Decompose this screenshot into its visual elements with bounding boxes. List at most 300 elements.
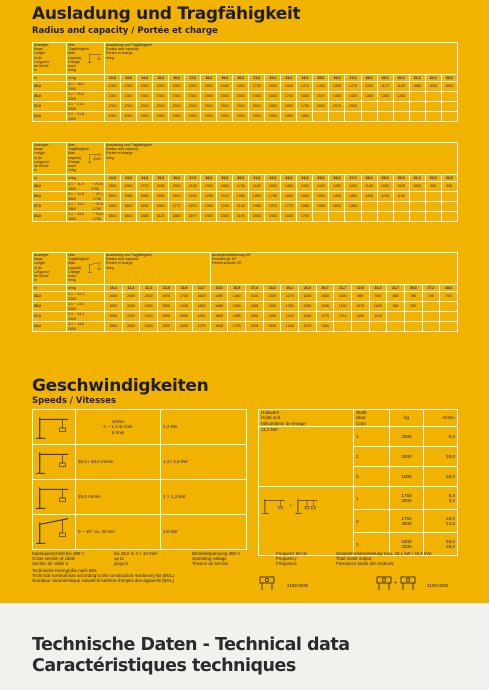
- capacity-cell: 2000: [153, 82, 169, 92]
- radius-cell: 27,2: [422, 285, 440, 292]
- max-capacity-header-line: Charge: [68, 159, 80, 164]
- radius-row-spacer: m: [33, 75, 67, 82]
- max-capacity-header-line: m/kg: [68, 278, 76, 283]
- crane-diagram-icon: [34, 516, 72, 546]
- kg-cell: [390, 467, 424, 487]
- speeds-subtitle: Speeds / Vitesses: [32, 396, 117, 406]
- radius-cell: 16,5: [228, 285, 246, 292]
- crane-diagram-icon: [261, 495, 287, 515]
- capacity-cell: 2000: [105, 102, 121, 112]
- capacity-row: [33, 82, 458, 92]
- max-capacity-line: 3,1 ~ 21,8: [68, 112, 85, 117]
- radius-cell: 13,0: [157, 285, 175, 292]
- mmin-cell: [424, 510, 458, 533]
- capacity-cell: [425, 192, 441, 202]
- capacity-cell: 2000: [169, 112, 185, 122]
- radius-cell: 26,0: [329, 175, 345, 182]
- kg-cell: [390, 447, 424, 467]
- capacity-cell: 1390: [297, 182, 313, 192]
- radius-row-spacer: m: [33, 175, 67, 182]
- mmin-value: 12,5: [446, 521, 455, 527]
- capacity-row: [33, 112, 458, 122]
- capacity-cell: 3365: [121, 192, 137, 202]
- capacity-cell: 2715: [137, 182, 153, 192]
- speed-description-line: tr./min: [111, 429, 125, 435]
- capacity-cell: 2000: [169, 82, 185, 92]
- jib-length-header-line: of jib: [34, 55, 42, 60]
- radius-cell: 25,0: [404, 285, 422, 292]
- radius-capacity-header-line: m/kg: [106, 55, 114, 60]
- max-capacity-header-line: Max.: [68, 51, 76, 56]
- capacity-cell: 1450: [345, 202, 361, 212]
- capacity-cell: 2135: [185, 182, 201, 192]
- capacity-cell: 2570: [185, 202, 201, 212]
- radius-cell: 10,4: [105, 285, 123, 292]
- capacity-cell: 2000: [105, 302, 123, 312]
- capacity-cell: 2000: [140, 322, 158, 332]
- radius-cell: 11,3: [122, 285, 140, 292]
- capacity-cell: 1045: [393, 182, 409, 192]
- radius-cell: 31,0: [409, 75, 425, 82]
- capacity-cell: 3365: [137, 212, 153, 222]
- max-capacity-line: 3,1 ~ 20,6: [68, 92, 85, 97]
- capacity-cell: 2000: [157, 312, 175, 322]
- speed-power: 1,3 / 2,3 kW: [161, 445, 247, 480]
- capacity-cell: 1105: [299, 292, 317, 302]
- jib-length-header-line: of jib: [34, 265, 42, 270]
- capacity-row: [33, 292, 458, 302]
- capacity-cell: 2000: [105, 322, 123, 332]
- speed-diagram-cell: [33, 480, 76, 515]
- footer-voltage: [192, 551, 272, 567]
- crane-diagram-icon: [87, 151, 103, 164]
- capacity-cell: [387, 322, 405, 332]
- max-capacity-header-line: Max.: [68, 261, 76, 266]
- mmin-cell: [424, 467, 458, 487]
- capacity-cell: [393, 112, 409, 122]
- kg-value: 3500: [401, 498, 412, 504]
- speed-description-line: 25,0 m/min: [78, 494, 101, 500]
- max-capacity-line: 3500: [68, 186, 76, 191]
- mmin-header: m/min: [424, 410, 458, 427]
- capacity-cell: [441, 92, 457, 102]
- capacity-cell: [425, 102, 441, 112]
- capacity-cell: 1100: [369, 312, 387, 322]
- max-capacity-line: 3,1 ~ 13,6: [68, 212, 85, 217]
- speeds-title: Geschwindigkeiten: [32, 376, 209, 396]
- capacity-cell: 2000: [121, 112, 137, 122]
- step-cell: 2: [354, 510, 390, 533]
- jib-length-header: [33, 43, 67, 75]
- radius-cell: 29,0: [377, 75, 393, 82]
- capacity-cell: 1270: [316, 312, 334, 322]
- hoist-step-row: [259, 427, 458, 447]
- max-capacity-header-line: capacity: [68, 265, 82, 270]
- capacity-cell: 1320: [281, 302, 299, 312]
- capacity-cell: 1735: [297, 102, 313, 112]
- capacity-cell: 3250: [137, 202, 153, 212]
- speed-row: [33, 480, 247, 515]
- kg-value: 1000: [401, 474, 412, 480]
- max-capacity-cell: [67, 312, 105, 322]
- capacity-cell: 1580: [228, 302, 246, 312]
- capacity-cell: 1685: [210, 302, 228, 312]
- capacity-cell: 2000: [233, 102, 249, 112]
- capacity-cell: 1250: [299, 302, 317, 312]
- capacity-cell: 1745: [233, 182, 249, 192]
- radius-capacity-header-line: Portée et charge: [106, 51, 133, 56]
- footer-voltage-line: Operating voltage: [192, 556, 227, 562]
- capacity-cell: 2000: [105, 82, 121, 92]
- crane-symbol-icon: [400, 575, 416, 593]
- radius-cell: 21,0: [249, 175, 265, 182]
- jib-length-header-line: Longueur: [34, 59, 50, 64]
- capacity-cell: 1595: [313, 202, 329, 212]
- capacity-cell: 1580: [297, 192, 313, 202]
- max-capacity-line: 2000: [68, 326, 76, 331]
- capacity-cell: 1600: [193, 292, 211, 302]
- max-capacity-header-line: maxi.: [68, 164, 77, 169]
- capacity-cell: 3080: [137, 192, 153, 202]
- footer-cable-line: Kabelquerschnitt bei 380 V: [32, 551, 85, 556]
- capacity-cell: 1500: [345, 102, 361, 112]
- speed-description: [76, 410, 161, 445]
- radius-cell: 24,7: [387, 285, 405, 292]
- max-capacity-line: 3,1 ~ 21,4: [68, 102, 85, 107]
- jib-length-header: [33, 143, 67, 175]
- kg-value: 2000: [401, 434, 412, 440]
- max-capacity-line: 2000: [68, 116, 76, 121]
- max-capacity-header-line: Tragfähigkeit: [68, 147, 89, 152]
- max-capacity-line: ~ 19,04: [90, 182, 103, 187]
- max-capacity-line: 3,1 ~ 14,4: [68, 312, 85, 317]
- footer-bgl: [32, 568, 247, 584]
- mmin-cell: [424, 487, 458, 510]
- capacity-cell: 2000: [137, 112, 153, 122]
- capacity-cell: 2860: [169, 212, 185, 222]
- max-capacity-line: ~ 24,0: [92, 212, 103, 217]
- capacity-cell: 1190: [393, 192, 409, 202]
- jib-length-header-line: m: [34, 278, 37, 283]
- capacity-cell: [422, 312, 440, 322]
- capacity-cell: 1680: [297, 202, 313, 212]
- capacity-row: [33, 302, 458, 312]
- capacity-cell: 1075: [351, 302, 369, 312]
- radius-cell: 17,4: [246, 285, 264, 292]
- max-capacity-line: 1750: [90, 186, 99, 191]
- capacity-cell: [441, 202, 457, 212]
- max-capacity-cell: [67, 102, 105, 112]
- capacity-cell: 925: [441, 182, 457, 192]
- capacity-cell: 1210: [334, 312, 352, 322]
- capacity-cell: 960: [425, 182, 441, 192]
- radius-cell: 18,0: [201, 175, 217, 182]
- table-header-row: [33, 253, 458, 285]
- capacity-cell: 1945: [175, 302, 193, 312]
- radius-cell: 16,0: [169, 175, 185, 182]
- crane-symbol-icon: [259, 575, 275, 593]
- footer-frequency: [276, 551, 331, 567]
- speed-description: [76, 480, 161, 515]
- capacity-cell: [441, 102, 457, 112]
- capacity-cell: 2000: [153, 112, 169, 122]
- max-capacity-line: 2000: [68, 106, 76, 111]
- capacity-cell: 2000: [185, 92, 201, 102]
- capacity-cell: 1725: [228, 322, 246, 332]
- max-capacity-cell: [67, 202, 105, 212]
- hoist-unit-header: [259, 410, 354, 427]
- radius-cell: 30,0: [393, 75, 409, 82]
- jib-length-cell: 27,0: [33, 202, 67, 212]
- capacity-cell: [361, 102, 377, 112]
- radius-cell: 33,0: [441, 175, 457, 182]
- footer-cable: [32, 551, 112, 567]
- capacity-cell: 2000: [201, 112, 217, 122]
- capacity-cell: 1745: [281, 92, 297, 102]
- speed-description-line: 0 ~ 1,0 st./min: [103, 424, 133, 430]
- radius-capacity-header: [105, 253, 211, 285]
- radius-cell: 12,0: [105, 175, 121, 182]
- footer-frequency-line: Fréquence: [276, 561, 297, 567]
- kg-value: 3500: [401, 521, 412, 527]
- radius-capacity-header-line: Radius and capacity: [106, 257, 139, 262]
- max-capacity-header: [67, 143, 105, 175]
- max-capacity-header-line: Max.: [68, 151, 76, 156]
- capacity-cell: 2000: [249, 102, 265, 112]
- capacity-cell: 2000: [157, 322, 175, 332]
- capacity-cell: [409, 192, 425, 202]
- jib-length-header-line: Length: [34, 261, 45, 266]
- mmin-value: 25,0: [446, 454, 455, 460]
- max-capacity-line: 2000: [68, 86, 76, 91]
- capacity-cell: 1305: [361, 192, 377, 202]
- capacity-cell: 1490: [210, 292, 228, 302]
- speed-power: 2 × 1,3 kW: [161, 480, 247, 515]
- capacity-cell: 2000: [105, 312, 123, 322]
- radius-cell: 18,3: [263, 285, 281, 292]
- radius-cell: 13,9: [175, 285, 193, 292]
- capacity-cell: 1585: [246, 312, 264, 322]
- capacity-cell: 2110: [217, 192, 233, 202]
- capacity-cell: 1980: [249, 202, 265, 212]
- capacity-cell: 1630: [265, 82, 281, 92]
- radius-cell: 15,0: [153, 75, 169, 82]
- capacity-cell: [377, 102, 393, 112]
- capacity-cell: 2000: [140, 302, 158, 312]
- speed-diagram-cell: [33, 410, 76, 445]
- radius-capacity-header-line: Portée et charge: [106, 151, 133, 156]
- capacity-cell: 1945: [217, 82, 233, 92]
- capacity-cell: 2000: [122, 292, 140, 302]
- radius-capacity-header-line: Ausladung und Tragfähigkeit: [106, 253, 152, 257]
- capacity-cell: [440, 312, 458, 322]
- radius-cell: 27,0: [345, 75, 361, 82]
- radius-cell: 23,0: [281, 75, 297, 82]
- capacity-cell: 1570: [313, 92, 329, 102]
- radius-cell: 17,0: [185, 175, 201, 182]
- capacity-cell: [422, 302, 440, 312]
- capacity-cell: 1335: [329, 82, 345, 92]
- radius-cell: 31,0: [409, 175, 425, 182]
- table-header-row: [33, 43, 458, 75]
- max-capacity-cell: [67, 302, 105, 312]
- capacity-cell: 2000: [217, 92, 233, 102]
- jib-length-header-line: länge: [34, 147, 43, 152]
- capacity-cell: 1000: [334, 292, 352, 302]
- max-capacity-header-line: m/kg: [68, 168, 76, 173]
- speed-row: [33, 410, 247, 445]
- kg-value: 2000: [401, 544, 412, 550]
- step-cell: 3: [354, 467, 390, 487]
- speed-description-line: 20,0 / 40,0 m/min: [78, 459, 114, 465]
- capacity-cell: 1370: [299, 322, 317, 332]
- max-capacity-cell: [67, 112, 105, 122]
- capacity-cell: 1730: [175, 292, 193, 302]
- table-header-row: [33, 143, 458, 175]
- kg-cell: [390, 427, 424, 447]
- capacity-cell: 1535: [263, 322, 281, 332]
- capacity-cell: 2490: [201, 212, 217, 222]
- max-capacity-header-line: capacity: [68, 55, 82, 60]
- radius-cell: 18,0: [201, 75, 217, 82]
- capacity-cell: 900: [404, 302, 422, 312]
- radius-cell: 21,7: [334, 285, 352, 292]
- capacity-cell: 2000: [105, 112, 121, 122]
- crane-diagram-icon: [87, 51, 103, 64]
- capacity-cell: 2300: [169, 182, 185, 192]
- capacity-cell: 1870: [265, 202, 281, 212]
- capacity-cell: 2255: [201, 192, 217, 202]
- max-capacity-value: [68, 202, 84, 210]
- capacity-cell: 3500: [105, 202, 121, 212]
- capacity-cell: [425, 112, 441, 122]
- jib-length-cell: 33,0: [33, 182, 67, 192]
- capacity-cell: 1235: [263, 292, 281, 302]
- radius-cell: 24,0: [297, 75, 313, 82]
- capacity-cell: 2000: [201, 82, 217, 92]
- max-capacity-line: 3,1 ~ 14,8: [68, 322, 85, 327]
- mmin-value: 50,0: [446, 538, 455, 544]
- footer-motor-line: Puissance totale des moteurs: [336, 561, 394, 567]
- capacity-cell: 1625: [246, 322, 264, 332]
- capacity-cell: 2960: [121, 182, 137, 192]
- radius-capacity-title: Ausladung und Tragfähigkeit: [32, 4, 301, 24]
- max-capacity-line: 3500: [68, 216, 76, 221]
- capacity-cell: 2000: [233, 112, 249, 122]
- capacity-cell: [361, 112, 377, 122]
- capacity-cell: 1830: [281, 102, 297, 112]
- capacity-cell: 1805: [210, 312, 228, 322]
- max-capacity-header-line: Charge: [68, 59, 80, 64]
- capacity-cell: [422, 322, 440, 332]
- footer-cable-length-line: bis 28,0 m 4 × 10 mm²: [114, 551, 158, 556]
- radius-cell: 27,0: [345, 175, 361, 182]
- capacity-cell: 1950: [249, 92, 265, 102]
- max-capacity-header-line: Tragfähigkeit: [68, 47, 89, 52]
- capacity-cell: 1400: [313, 82, 329, 92]
- footer-cable-length: [114, 551, 189, 567]
- capacity-cell: [393, 102, 409, 112]
- footer-motor-line: Total motor output: [336, 556, 372, 562]
- radius-cell: 20,0: [233, 75, 249, 82]
- jib-length-header-line: m: [34, 68, 37, 73]
- max-capacity-header-line: Charge: [68, 269, 80, 274]
- radius-cell: 28,0: [440, 285, 458, 292]
- crane-diagram-icon: [34, 481, 72, 511]
- footer-bgl-line: Technische Kenngröße nach BGL: [32, 568, 98, 573]
- hoist-diagram-group: [261, 487, 351, 515]
- crane-diagram-icon: [34, 446, 72, 476]
- capacity-cell: 2000: [137, 92, 153, 102]
- capacity-cell: 3500: [121, 212, 137, 222]
- capacity-cell: 1845: [210, 322, 228, 332]
- kg-cell: [390, 510, 424, 533]
- capacity-cell: 2000: [249, 112, 265, 122]
- mmin-value: 25,0: [446, 515, 455, 521]
- load-table: [32, 142, 458, 222]
- capacity-cell: [404, 322, 422, 332]
- capacity-cell: 1125: [393, 82, 409, 92]
- capacity-cell: 3500: [105, 192, 121, 202]
- capacity-cell: 1200: [345, 182, 361, 192]
- max-capacity-cell: [67, 182, 105, 192]
- capacity-cell: 780: [404, 292, 422, 302]
- max-capacity-cell: [67, 82, 105, 92]
- capacity-cell: [409, 92, 425, 102]
- capacity-cell: 1760: [265, 192, 281, 202]
- max-capacity-line: 1750: [92, 196, 101, 201]
- max-capacity-header: [67, 253, 105, 285]
- capacity-cell: 2000: [185, 102, 201, 112]
- capacity-cell: 1360: [345, 192, 361, 202]
- plus-sign: +: [289, 502, 292, 508]
- jib-length-cell: 27,0: [33, 102, 67, 112]
- capacity-row: [33, 202, 458, 212]
- capacity-cell: [377, 112, 393, 122]
- capacity-cell: 2830: [153, 192, 169, 202]
- jib-length-header-line: länge: [34, 257, 43, 262]
- elevated-jib-header-line: Elevated jib 30°: [211, 257, 237, 262]
- capacity-cell: 1975: [157, 292, 175, 302]
- max-capacity-line: 3,1 ~ 11,4: [68, 182, 84, 187]
- max-capacity-value-2: [91, 182, 103, 190]
- max-capacity-line: 3,1 ~ 18,0: [68, 82, 85, 87]
- capacity-cell: 1860: [217, 182, 233, 192]
- capacity-cell: 1725: [249, 82, 265, 92]
- radius-cell: 12,1: [140, 285, 158, 292]
- max-capacity-value: [68, 212, 84, 220]
- max-capacity-cell: [67, 212, 105, 222]
- capacity-cell: 1805: [193, 302, 211, 312]
- radius-cell: 26,0: [329, 75, 345, 82]
- elevated-jib-header-line: Auslegerstellstellung 30°: [211, 253, 252, 257]
- capacity-cell: 1845: [281, 212, 297, 222]
- jib-length-header-line: länge: [34, 47, 43, 52]
- jib-length-cell: 27,0: [33, 312, 67, 322]
- capacity-cell: 1975: [193, 322, 211, 332]
- max-capacity-line: ~ 22,6: [92, 202, 103, 207]
- speed-description: [76, 515, 161, 550]
- radius-capacity-header-line: Portée et charge: [106, 261, 133, 266]
- max-capacity-cell: [67, 292, 105, 302]
- kg-cell: [390, 487, 424, 510]
- capacity-cell: [377, 202, 393, 212]
- step-header: [354, 410, 390, 427]
- capacity-cell: [440, 302, 458, 312]
- capacity-cell: [334, 322, 352, 332]
- max-capacity-header-line: Max.: [68, 253, 76, 257]
- radius-row-spacer: m/kg: [67, 175, 105, 182]
